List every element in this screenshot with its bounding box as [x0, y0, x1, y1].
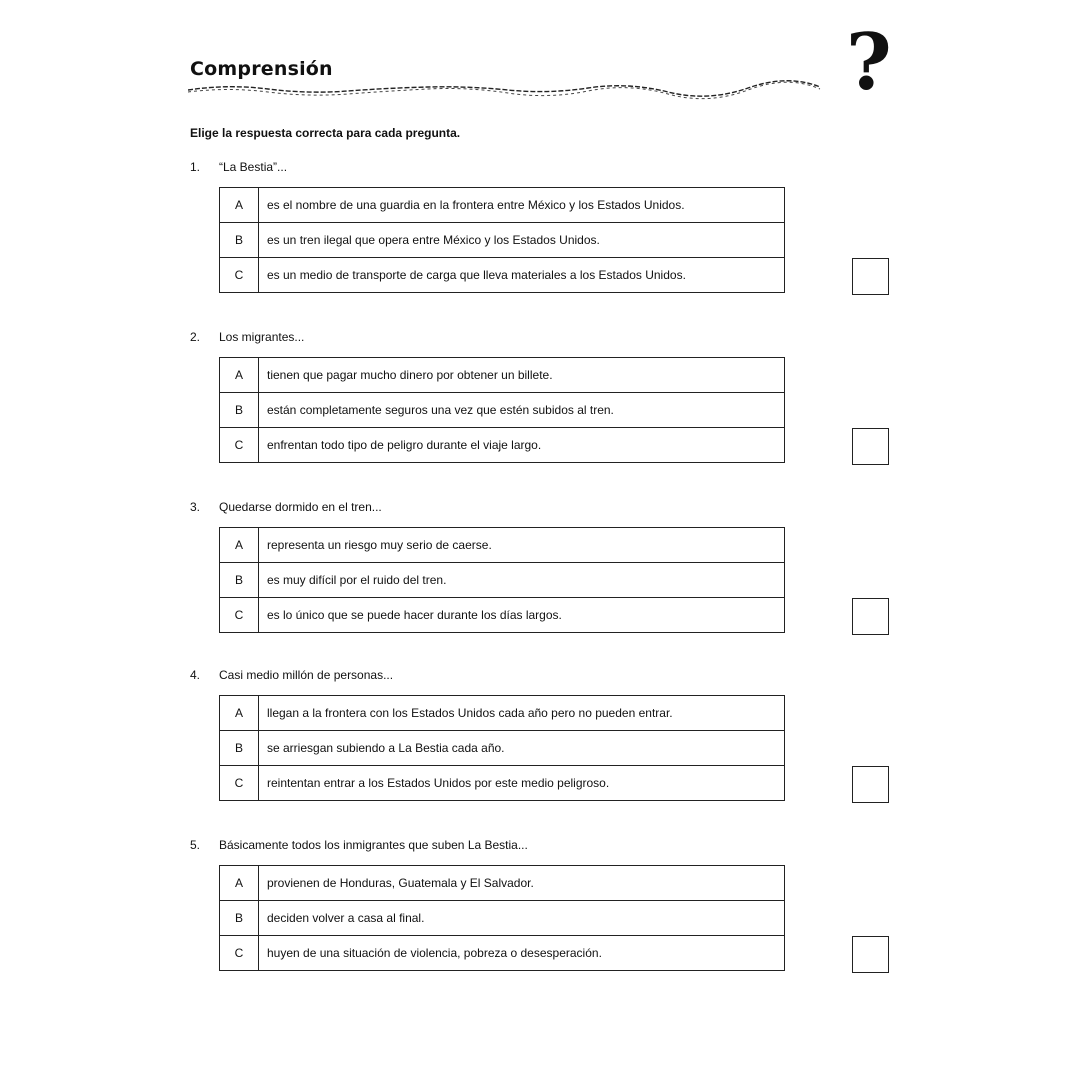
option-row-a	[220, 528, 785, 563]
option-letter: B	[220, 901, 259, 936]
option-text: es el nombre de una guardia en la frontera entre México y los Estados Unidos.	[259, 188, 785, 223]
option-row-a	[220, 188, 785, 223]
options-table	[219, 695, 785, 801]
option-row-c	[220, 936, 785, 971]
options-table	[219, 865, 785, 971]
option-row-a	[220, 358, 785, 393]
option-row-b	[220, 393, 785, 428]
option-text: es un medio de transporte de carga que lleva materiales a los Estados Unidos.	[259, 258, 785, 293]
answer-box[interactable]	[852, 766, 889, 803]
option-letter: C	[220, 428, 259, 463]
question-1	[190, 160, 910, 320]
question-number: 2.	[190, 330, 201, 344]
option-row-b	[220, 901, 785, 936]
option-row-c	[220, 766, 785, 801]
option-letter: A	[220, 358, 259, 393]
answer-box[interactable]	[852, 936, 889, 973]
option-letter: B	[220, 223, 259, 258]
question-number: 4.	[190, 668, 201, 682]
question-number: 3.	[190, 500, 201, 514]
option-text: es lo único que se puede hacer durante los días largos.	[259, 598, 785, 633]
option-letter: A	[220, 696, 259, 731]
option-letter: A	[220, 866, 259, 901]
question-text: Los migrantes...	[219, 330, 305, 344]
option-letter: C	[220, 936, 259, 971]
option-text: provienen de Honduras, Guatemala y El Salvador.	[259, 866, 785, 901]
question-2	[190, 330, 910, 490]
option-letter: B	[220, 563, 259, 598]
answer-box[interactable]	[852, 428, 889, 465]
option-row-c	[220, 258, 785, 293]
question-text: Casi medio millón de personas...	[219, 668, 394, 682]
question-number: 5.	[190, 838, 201, 852]
instructions: Elige la respuesta correcta para cada pregunta.	[190, 126, 461, 140]
option-text: huyen de una situación de violencia, pobreza o desesperación.	[259, 936, 785, 971]
option-text: representa un riesgo muy serio de caerse.	[259, 528, 785, 563]
options-table	[219, 187, 785, 293]
question-text: Básicamente todos los inmigrantes que suben La Bestia...	[219, 838, 528, 852]
option-text: enfrentan todo tipo de peligro durante el viaje largo.	[259, 428, 785, 463]
option-text: es un tren ilegal que opera entre México y los Estados Unidos.	[259, 223, 785, 258]
option-letter: B	[220, 393, 259, 428]
options-table	[219, 527, 785, 633]
wavy-underline	[188, 80, 828, 100]
option-row-b	[220, 731, 785, 766]
option-text: reintentan entrar a los Estados Unidos por este medio peligroso.	[259, 766, 785, 801]
options-table	[219, 357, 785, 463]
question-text: Quedarse dormido en el tren...	[219, 500, 382, 514]
option-letter: A	[220, 188, 259, 223]
option-text: tienen que pagar mucho dinero por obtener un billete.	[259, 358, 785, 393]
page-title: Comprensión	[190, 58, 333, 80]
question-3	[190, 500, 910, 660]
option-text: se arriesgan subiendo a La Bestia cada año.	[259, 731, 785, 766]
question-number: 1.	[190, 160, 201, 174]
option-text: llegan a la frontera con los Estados Unidos cada año pero no pueden entrar.	[259, 696, 785, 731]
option-letter: B	[220, 731, 259, 766]
option-row-a	[220, 696, 785, 731]
question-5	[190, 838, 910, 998]
question-4	[190, 668, 910, 828]
question-mark-icon: ?	[846, 17, 892, 108]
option-row-c	[220, 598, 785, 633]
question-text: “La Bestia”...	[219, 160, 288, 174]
option-letter: C	[220, 258, 259, 293]
option-letter: C	[220, 598, 259, 633]
option-letter: A	[220, 528, 259, 563]
option-row-b	[220, 563, 785, 598]
option-text: es muy difícil por el ruido del tren.	[259, 563, 785, 598]
option-row-c	[220, 428, 785, 463]
option-text: deciden volver a casa al final.	[259, 901, 785, 936]
option-text: están completamente seguros una vez que estén subidos al tren.	[259, 393, 785, 428]
option-letter: C	[220, 766, 259, 801]
option-row-b	[220, 223, 785, 258]
option-row-a	[220, 866, 785, 901]
answer-box[interactable]	[852, 258, 889, 295]
answer-box[interactable]	[852, 598, 889, 635]
